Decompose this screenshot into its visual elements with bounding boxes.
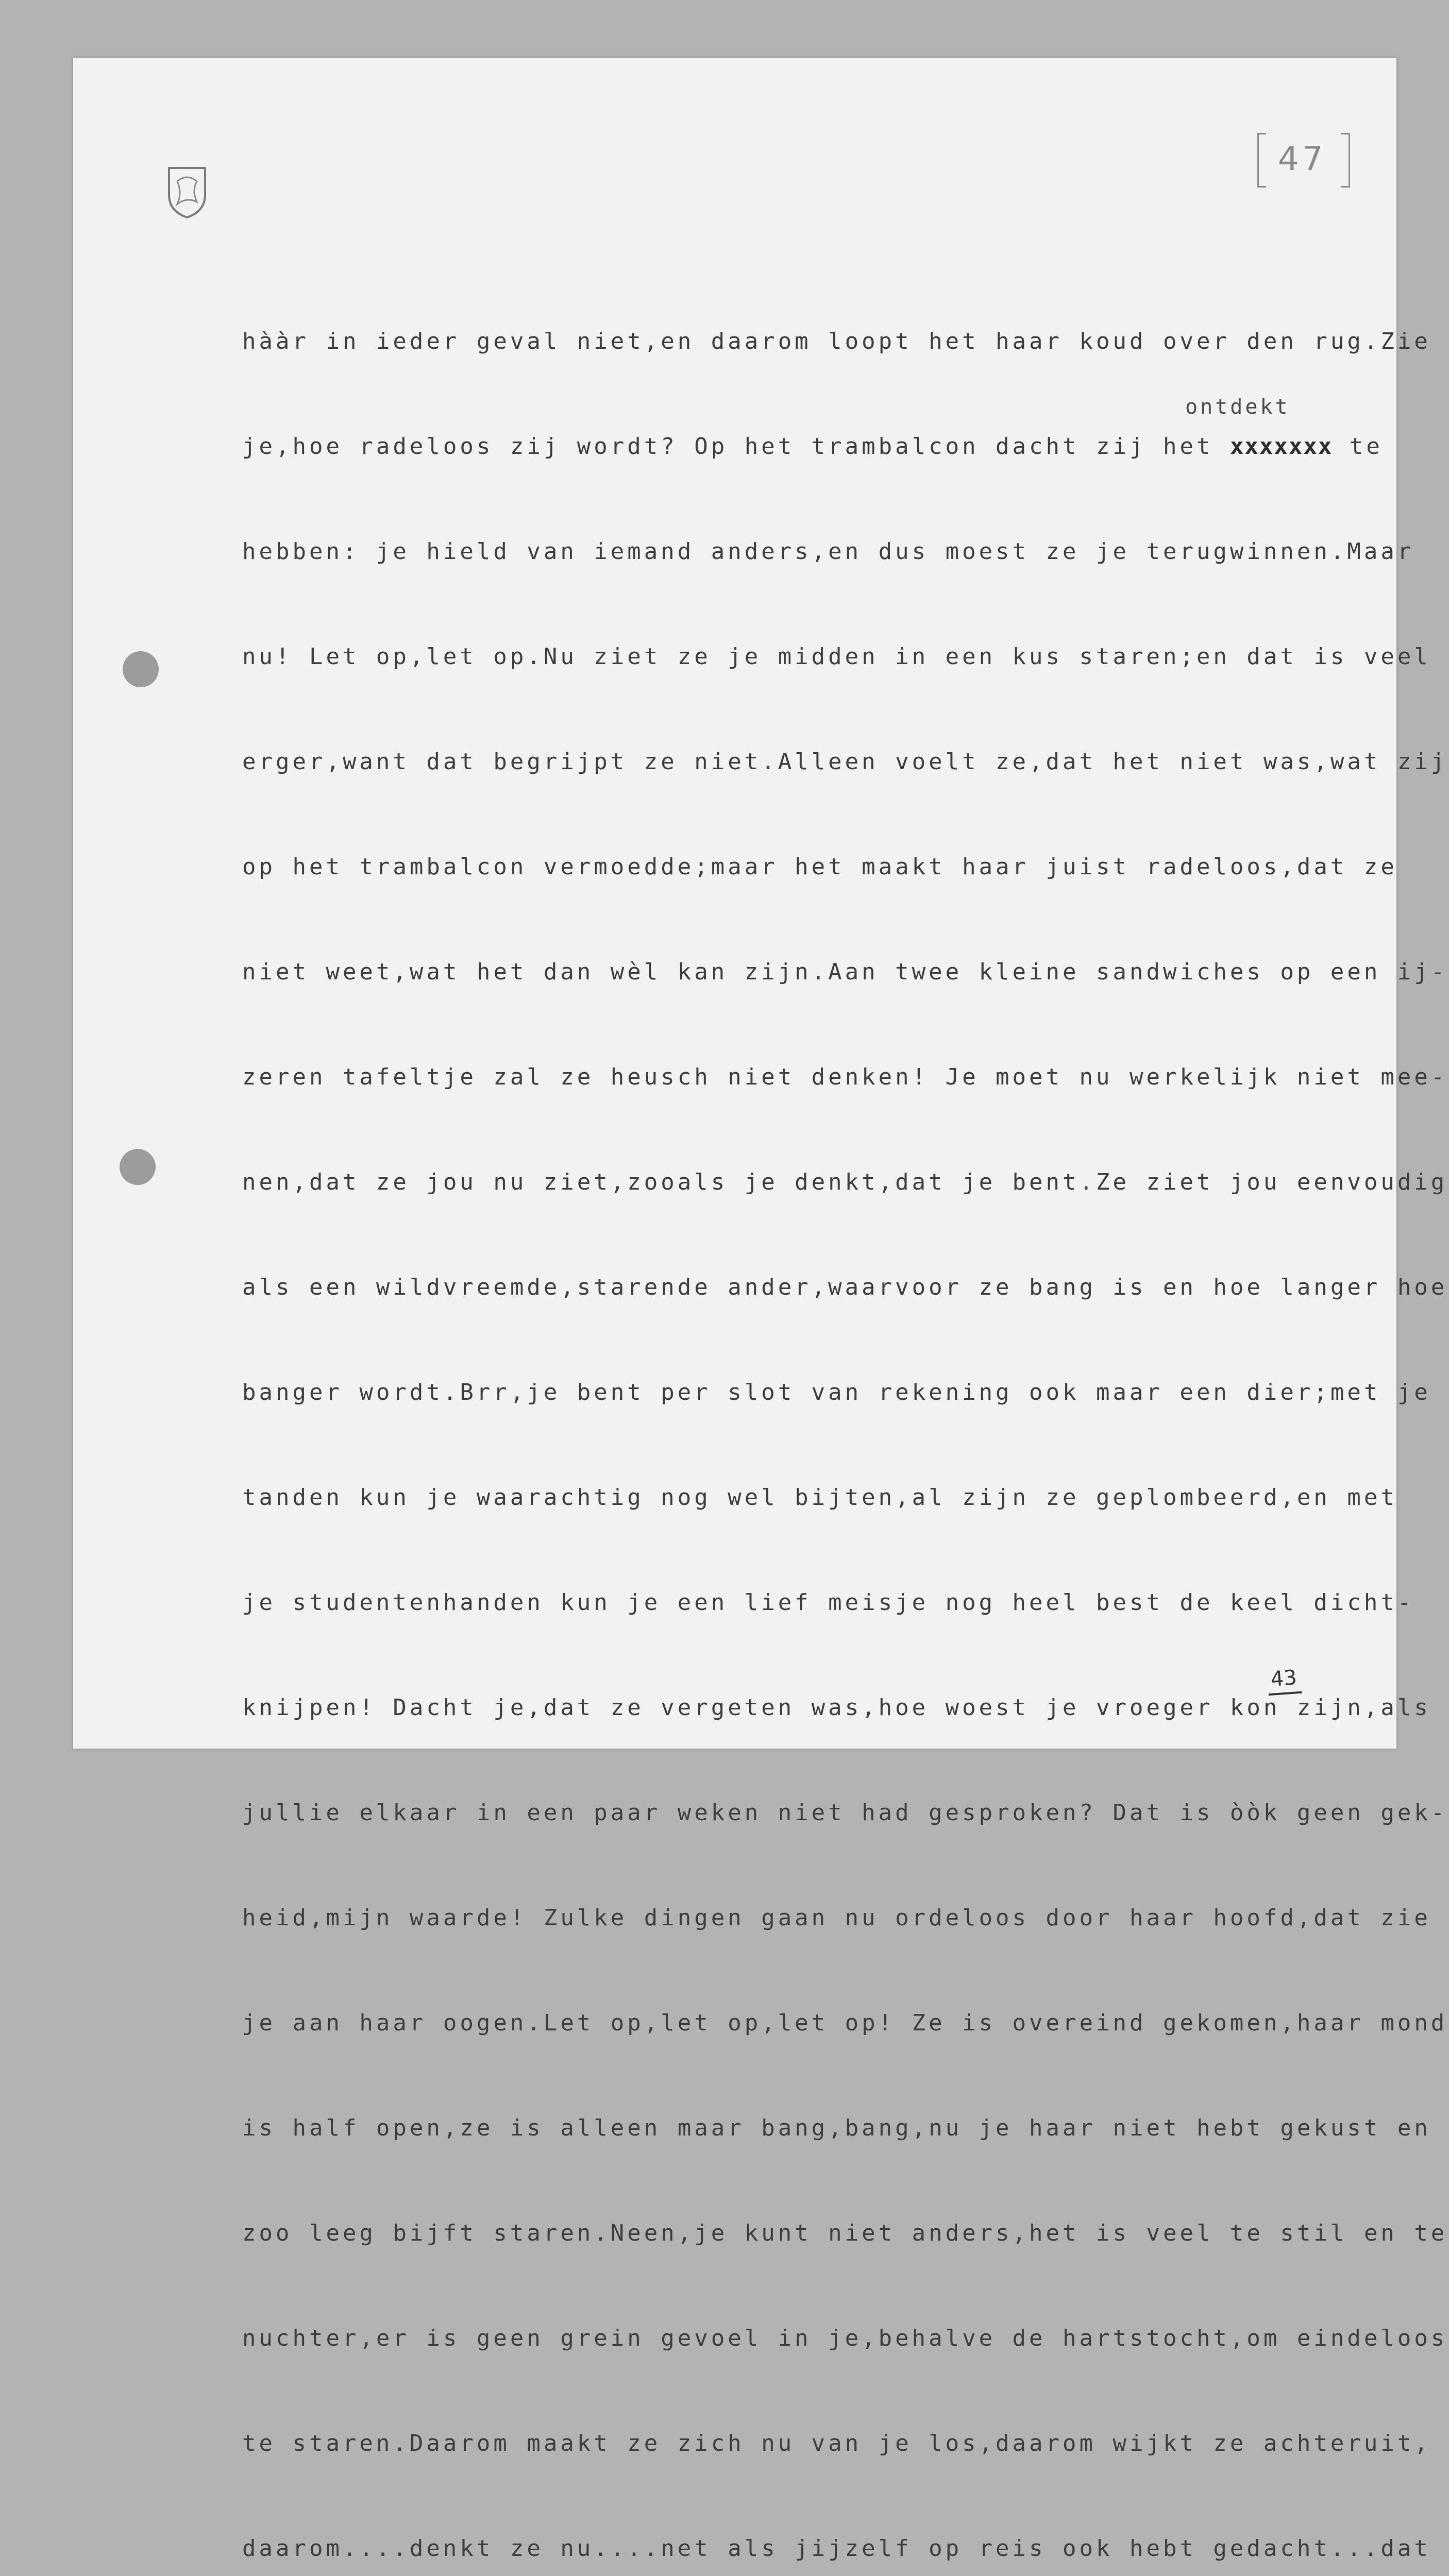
text-line: nuchter,er is geen grein gevoel in je,behalve de hartstocht,om eindeloos	[242, 2325, 1448, 2351]
text-line-with-correction	[242, 395, 1391, 473]
text-line: te staren.Daarom maakt ze zich nu van je los,daarom wijkt ze achteruit,	[242, 2430, 1431, 2456]
text-line: knijpen! Dacht je,dat ze vergeten was,hoe woest je vroeger kon zijn,als	[242, 1694, 1431, 1721]
text-line: jullie elkaar in een paar weken niet had gesproken? Dat is òòk geen gek-	[242, 1800, 1448, 1826]
archive-stamp-icon	[165, 164, 209, 219]
text-line: hààr in ieder geval niet,en daarom loopt het haar koud over den rug.Zie	[242, 328, 1431, 354]
struck-word: xxxxxxx	[1229, 433, 1333, 460]
text-line: nu! Let op,let op.Nu ziet ze je midden in een kus staren;en dat is veel	[242, 643, 1431, 670]
text-line: hebben: je hield van iemand anders,en dus moest ze je terugwinnen.Maar	[242, 538, 1414, 565]
text-line: niet weet,wat het dan wèl kan zijn.Aan twee kleine sandwiches op een ij-	[242, 959, 1448, 985]
text-line-start: je,hoe radeloos zij wordt? Op het trambalcon dacht zij het	[242, 433, 1230, 460]
archive-number	[1257, 133, 1350, 190]
bracket-right	[1341, 133, 1350, 188]
punch-hole-top	[123, 651, 159, 687]
text-line: zoo leeg bijft staren.Neen,je kunt niet anders,het is veel te stil en te	[242, 2220, 1448, 2246]
text-line: op het trambalcon vermoedde;maar het maakt haar juist radeloos,dat ze	[242, 854, 1397, 880]
text-line: heid,mijn waarde! Zulke dingen gaan nu ordeloos door haar hoofd,dat zie	[242, 1905, 1431, 1931]
typed-text	[242, 263, 1448, 2576]
archive-number-value: 47	[1278, 140, 1326, 178]
text-line: daarom....denkt ze nu....net als jijzelf op reis ook hebt gedacht...dat	[242, 2535, 1431, 2562]
punch-hole-bottom	[120, 1149, 156, 1185]
text-line: tanden kun je waarachtig nog wel bijten,al zijn ze geplombeerd,en met	[242, 1484, 1397, 1511]
page-number: 43	[1267, 1666, 1302, 1696]
text-line: je aan haar oogen.Let op,let op,let op! Ze is overeind gekomen,haar mond	[242, 2010, 1448, 2036]
text-line: erger,want dat begrijpt ze niet.Alleen voelt ze,dat het niet was,wat zij	[242, 749, 1448, 775]
text-line: als een wildvreemde,starende ander,waarvoor ze bang is en hoe langer hoe	[242, 1274, 1448, 1300]
text-line: je studentenhanden kun je een lief meisje nog heel best de keel dicht-	[242, 1589, 1414, 1616]
text-line-end: te	[1333, 433, 1383, 460]
text-line: banger wordt.Brr,je bent per slot van rekening ook maar een dier;met je	[242, 1379, 1431, 1405]
text-line: is half open,ze is alleen maar bang,bang,nu je haar niet hebt gekust en	[242, 2115, 1431, 2141]
text-line: zeren tafeltje zal ze heusch niet denken! Je moet nu werkelijk niet mee-	[242, 1064, 1448, 1090]
text-line: nen,dat ze jou nu ziet,zooals je denkt,dat je bent.Ze ziet jou eenvoudig	[242, 1169, 1448, 1195]
interlinear-correction: ontdekt	[1185, 395, 1290, 419]
bracket-left	[1257, 133, 1266, 188]
